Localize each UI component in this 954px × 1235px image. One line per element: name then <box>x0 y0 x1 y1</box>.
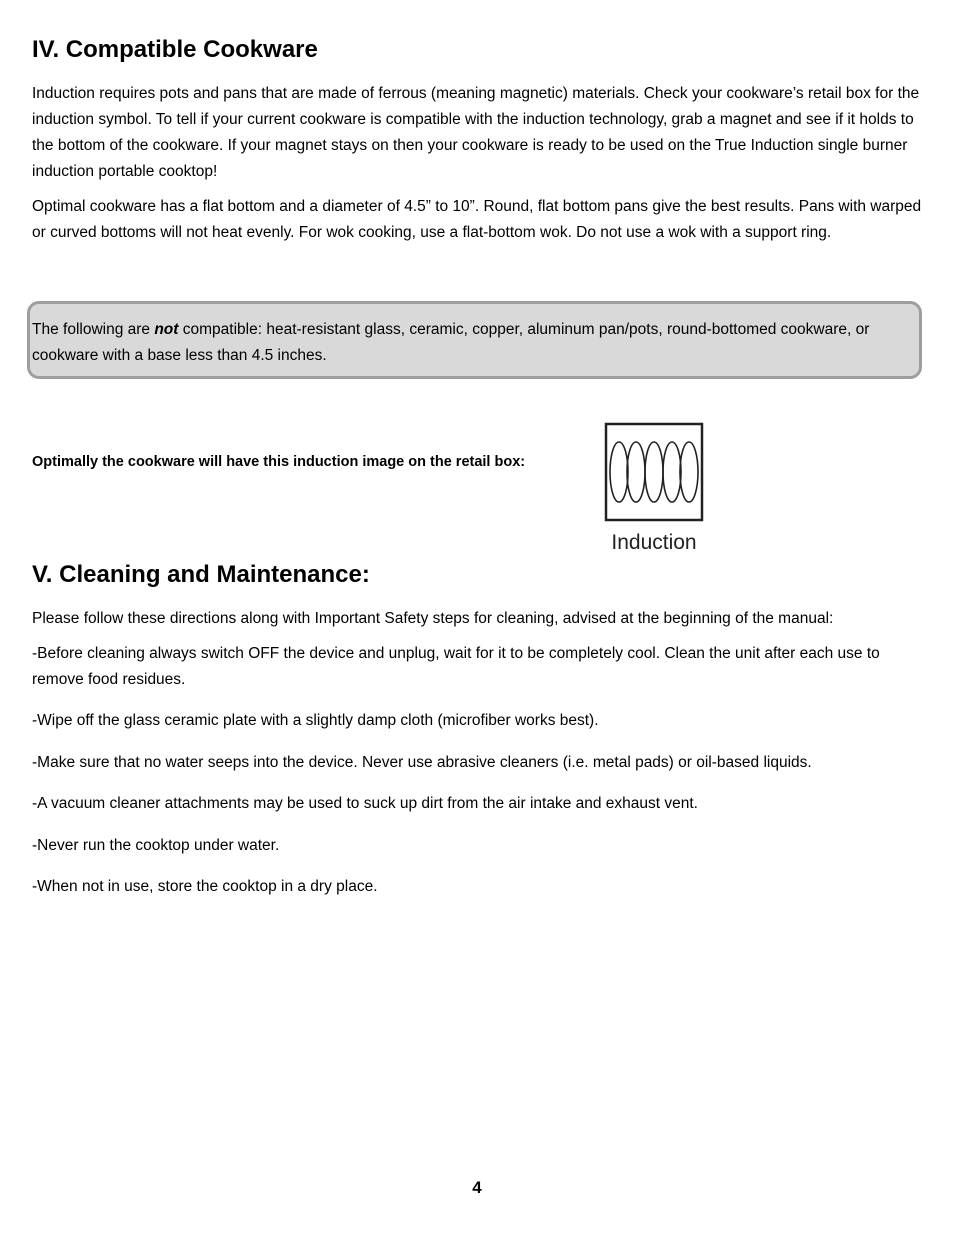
page-number: 4 <box>472 1178 482 1197</box>
paragraph-cleaning-intro: Please follow these directions along with Important Safety steps for cleaning, advised at the beginning of the manual: <box>32 610 834 627</box>
section-heading-cleaning: V. Cleaning and Maintenance: <box>32 561 370 588</box>
note-prefix: The following are <box>32 321 155 338</box>
list-item: -When not in use, store the cooktop in a dry place. <box>32 878 378 895</box>
list-item: -Make sure that no water seeps into the device. Never use abrasive cleaners (i.e. metal pads) or oil-based liquids. <box>32 754 812 771</box>
list-item: -Wipe off the glass ceramic plate with a slightly damp cloth (microfiber works best). <box>32 712 599 729</box>
section-heading-compatible-cookware: IV. Compatible Cookware <box>32 36 318 63</box>
induction-symbol-caption: Induction <box>611 531 697 554</box>
note-suffix: compatible: heat-resistant glass, ceramic, copper, aluminum pan/pots, round-bottomed cookware, or cookware with a base less than 4.5 inches. <box>32 321 870 364</box>
paragraph-induction-requirements: Induction requires pots and pans that are made of ferrous (meaning magnetic) materials. Check your cookware’s retail box for the induction symbol. To tell if your current cookware is compatible with the induction technology, grab a magnet and see if it holds to the bottom of the cookware. If your magnet stays on then your cookware is ready to be used on the True Induction single burner induction portable cooktop! <box>32 85 920 180</box>
list-item: -A vacuum cleaner attachments may be used to suck up dirt from the air intake and exhaust vent. <box>32 795 698 812</box>
incompatible-note-text <box>32 317 922 369</box>
note-emphasis: not <box>154 321 179 338</box>
induction-symbol-label: Optimally the cookware will have this induction image on the retail box: <box>32 454 526 470</box>
paragraph-optimal-cookware: Optimal cookware has a flat bottom and a diameter of 4.5” to 10”. Round, flat bottom pans give the best results. Pans with warped or curved bottoms will not heat evenly. For wok cooking, use a flat-bottom wok. Do not use a wok with a support ring. <box>32 198 922 241</box>
induction-coil-icon <box>604 422 704 522</box>
list-item: -Never run the cooktop under water. <box>32 837 280 854</box>
list-item: -Before cleaning always switch OFF the device and unplug, wait for it to be completely cool. Clean the unit after each use to remove food residues. <box>32 645 880 688</box>
